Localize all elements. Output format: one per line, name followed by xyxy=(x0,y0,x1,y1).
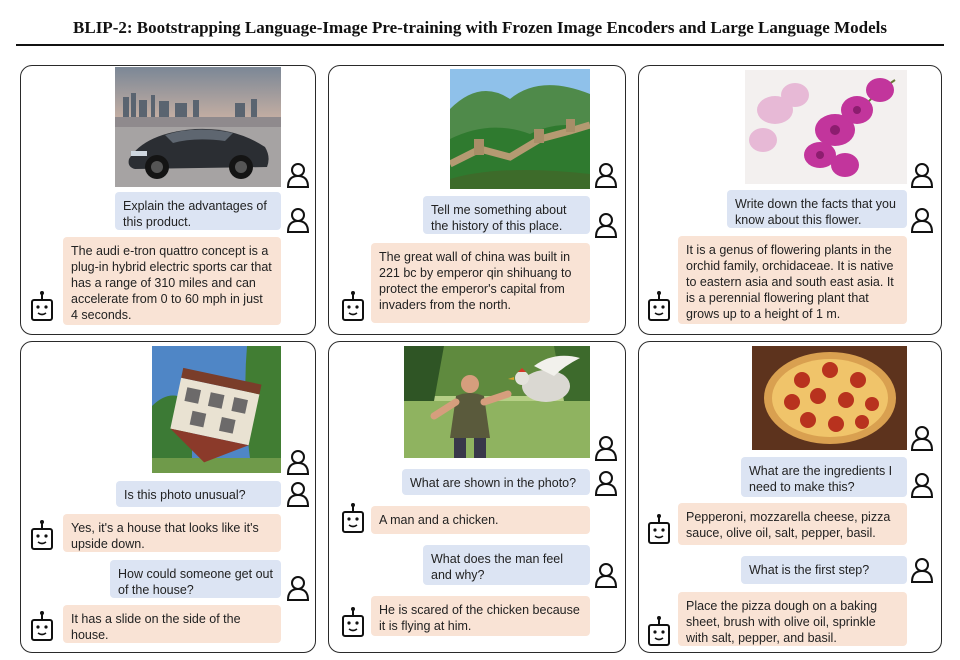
question-bubble: What are shown in the photo? xyxy=(402,469,590,495)
user-icon xyxy=(594,470,618,496)
answer-bubble: It is a genus of flowering plants in the orchid family, orchidaceae. It is native to eastern asia and south east asia. It is a perennial flowering plant that grows up to a height of 1 m. xyxy=(678,236,907,324)
user-icon xyxy=(286,449,310,475)
robot-icon xyxy=(30,519,54,553)
robot-icon xyxy=(30,290,54,324)
paper-title: BLIP-2: Bootstrapping Language-Image Pre-training with Frozen Image Encoders and Large Language Models xyxy=(73,18,887,37)
user-icon xyxy=(910,557,934,583)
question-bubble: Write down the facts that you know about this flower. xyxy=(727,190,907,228)
question-bubble: Explain the advantages of this product. xyxy=(115,192,281,230)
title-rule xyxy=(16,44,944,46)
man-chicken-photo xyxy=(404,346,590,458)
user-icon xyxy=(594,435,618,461)
answer-bubble: The great wall of china was built in 221 bc by emperor qin shihuang to protect the emperor's capital from invaders from the north. xyxy=(371,243,590,323)
pizza-photo xyxy=(752,346,907,450)
robot-icon xyxy=(647,513,671,547)
answer-bubble: A man and a chicken. xyxy=(371,506,590,534)
user-icon xyxy=(910,207,934,233)
question-bubble: Tell me something about the history of this place. xyxy=(423,196,590,234)
question-bubble: What is the first step? xyxy=(741,556,907,584)
answer-bubble: Pepperoni, mozzarella cheese, pizza sauce, olive oil, salt, pepper, basil. xyxy=(678,503,907,545)
user-icon xyxy=(286,162,310,188)
user-icon xyxy=(286,207,310,233)
robot-icon xyxy=(341,290,365,324)
question-bubble: What does the man feel and why? xyxy=(423,545,590,585)
robot-icon xyxy=(341,606,365,640)
answer-bubble: He is scared of the chicken because it is flying at him. xyxy=(371,596,590,636)
question-bubble: How could someone get out of the house? xyxy=(110,560,281,598)
car-photo xyxy=(115,67,281,187)
robot-icon xyxy=(647,290,671,324)
answer-bubble: The audi e-tron quattro concept is a plug-in hybrid electric sports car that has a range of 310 miles and can accelerate from 0 to 60 mph in just 4 seconds. xyxy=(63,237,281,325)
user-icon xyxy=(910,425,934,451)
user-icon xyxy=(594,562,618,588)
answer-bubble: Yes, it's a house that looks like it's upside down. xyxy=(63,514,281,552)
robot-icon xyxy=(647,615,671,649)
answer-bubble: Place the pizza dough on a baking sheet, brush with olive oil, sprinkle with salt, pepper, and basil. xyxy=(678,592,907,646)
user-icon xyxy=(594,162,618,188)
great-wall-photo xyxy=(450,69,590,189)
robot-icon xyxy=(341,502,365,536)
answer-bubble: It has a slide on the side of the house. xyxy=(63,605,281,643)
user-icon xyxy=(910,472,934,498)
user-icon xyxy=(286,481,310,507)
user-icon xyxy=(286,575,310,601)
question-bubble: Is this photo unusual? xyxy=(116,481,281,507)
orchid-photo xyxy=(745,70,907,184)
robot-icon xyxy=(30,610,54,644)
upside-down-house-photo xyxy=(152,346,281,473)
question-bubble: What are the ingredients I need to make this? xyxy=(741,457,907,497)
user-icon xyxy=(910,162,934,188)
user-icon xyxy=(594,212,618,238)
